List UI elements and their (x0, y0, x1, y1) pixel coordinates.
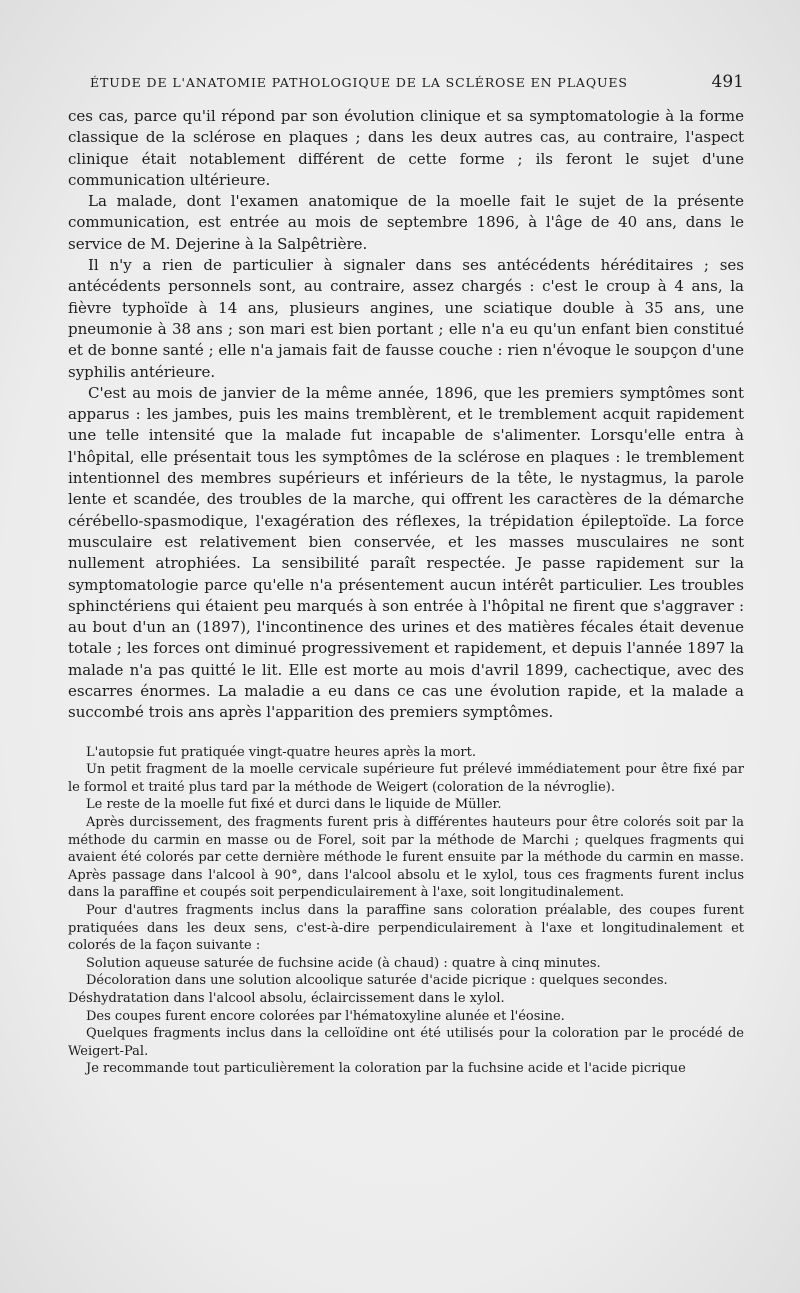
note-paragraph: Des coupes furent encore colorées par l'hématoxyline alunée et l'éosine. (86, 1008, 565, 1024)
note-paragraph: Un petit fragment de la moelle cervicale supérieure fut prélevé immédiatement pour être fixé par le formol et traité plus tard par la méthode de Weigert (coloration de la névroglie). (68, 762, 744, 795)
page-number: 491 (711, 72, 744, 92)
note-paragraph: Après durcissement, des fragments furent pris à différentes hauteurs pour être colorés soit par la méthode du carmin en masse ou de Forel, soit par la méthode de Marchi ; quelques fragments qui avaient été colorés par cette dernière méthode le furent ensuite par la méthode du carmin en masse. Après passage dans l'alcool à 90°, dans l'alcool absolu et le xylol, tous ces fragments furent inclus dans la paraffine et coupés soit perpendiculairement à l'axe, soit longitudinalement. (68, 814, 744, 901)
paragraph: Il n'y a rien de particulier à signaler dans ses antécédents héréditaires ; ses antécédents personnels sont, au contraire, assez chargés : c'est le croup à 4 ans, la fièvre typhoïde à 14 ans, plusieurs angines, une sciatique double à 35 ans, une pneumonie à 38 ans ; son mari est bien portant ; elle n'a eu qu'un enfant bien constitué et de bonne santé ; elle n'a jamais fait de fausse couche : rien n'évoque le soupçon d'une syphilis antérieure. (68, 256, 744, 381)
running-header (68, 72, 744, 98)
paragraph: La malade, dont l'examen anatomique de la moelle fait le sujet de la présente communication, est entrée au mois de septembre 1896, à l'âge de 40 ans, dans le service de M. Dejerine à la Salpêtrière. (68, 192, 744, 253)
methods-notes (68, 744, 744, 1078)
paragraph: C'est au mois de janvier de la même année, 1896, que les premiers symptômes sont apparus : les jambes, puis les mains tremblèrent, et le tremblement acquit rapidement une telle intensité que la malade fut incapable de s'alimenter. Lorsqu'elle entra à l'hôpital, elle présentait tous les symptômes de la sclérose en plaques : le tremblement intentionnel des membres supérieurs et inférieurs de la tête, le nystagmus, la parole lente et scandée, des troubles de la marche, qui offrent les caractères de la démarche cérébello-spasmodique, l'exagération des réflexes, la trépidation épileptoïde. La force musculaire est relativement bien conservée, et les masses musculaires ne sont nullement atrophiées. La sensibilité paraît respectée. Je passe rapidement sur la symptomatologie parce qu'elle n'a présentement aucun intérêt particulier. Les troubles sphinctériens qui étaient peu marqués à son entrée à l'hôpital ne firent que s'aggraver : au bout d'un an (1897), l'incontinence des urines et des matières fécales était devenue totale ; les forces ont diminué progressivement et rapidement, et depuis l'année 1897 la malade n'a pas quitté le lit. Elle est morte au mois d'avril 1899, cachectique, avec des escarres énormes. La maladie a eu dans ce cas une évolution rapide, et la malade a succombé trois ans après l'apparition des premiers symptômes. (68, 383, 744, 722)
note-paragraph: Déshydratation dans l'alcool absolu, éclaircissement dans le xylol. (68, 990, 505, 1006)
note-paragraph: Pour d'autres fragments inclus dans la paraffine sans coloration préalable, des coupes furent pratiquées dans les deux sens, c'est-à-dire perpendiculairement à l'axe et longitudinalement et colorés de la façon suivante : (68, 902, 744, 954)
note-paragraph: Quelques fragments inclus dans la celloïdine ont été utilisés pour la coloration par le procédé de Weigert-Pal. (68, 1026, 744, 1059)
main-text (68, 106, 744, 724)
note-paragraph: Décoloration dans une solution alcoolique saturée d'acide picrique : quelques secondes. (86, 973, 668, 989)
note-paragraph: Le reste de la moelle fut fixé et durci dans le liquide de Müller. (86, 797, 502, 813)
note-paragraph: Solution aqueuse saturée de fuchsine acide (à chaud) : quatre à cinq minutes. (86, 955, 601, 971)
running-title: ÉTUDE DE L'ANATOMIE PATHOLOGIQUE DE LA SCLÉROSE EN PLAQUES (90, 75, 628, 90)
note-paragraph: L'autopsie fut pratiquée vingt-quatre heures après la mort. (86, 744, 476, 760)
paragraph: ces cas, parce qu'il répond par son évolution clinique et sa symptomatologie à la forme classique de la sclérose en plaques ; dans les deux autres cas, au contraire, l'aspect clinique était notablement différent de cette forme ; ils feront le sujet d'une communication ultérieure. (68, 107, 744, 189)
note-paragraph: Je recommande tout particulièrement la coloration par la fuchsine acide et l'acide picrique (86, 1061, 686, 1077)
